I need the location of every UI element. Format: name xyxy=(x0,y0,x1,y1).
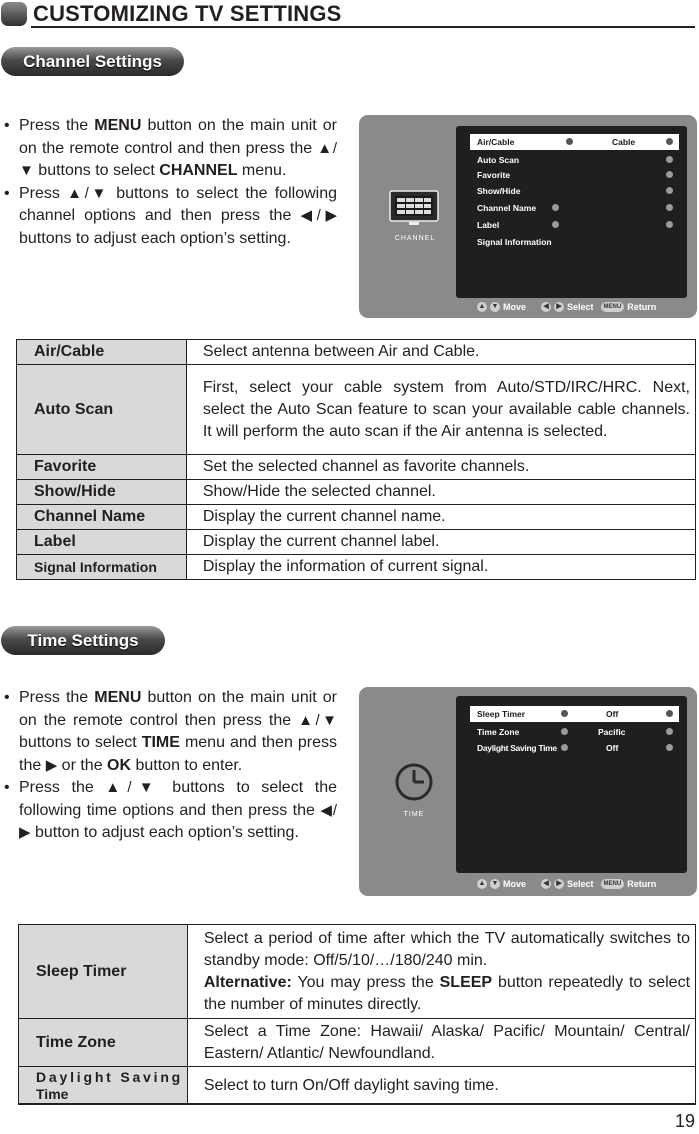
right-arrow-icon: ▶ xyxy=(554,302,564,312)
table-row xyxy=(19,1067,696,1105)
table-value: Set the selected channel as favorite channels. xyxy=(186,455,695,480)
table-key: Favorite xyxy=(17,455,187,480)
left-arrow-icon xyxy=(552,204,559,211)
right-arrow-icon: ▶ xyxy=(554,879,564,889)
right-arrow-icon xyxy=(666,710,673,717)
left-arrow-icon xyxy=(561,728,568,735)
table-key: Time Zone xyxy=(19,1019,188,1067)
menu-row-favorite: Favorite xyxy=(470,168,679,182)
table-value: Display the current channel name. xyxy=(186,505,695,530)
clock-icon xyxy=(394,762,434,802)
down-arrow-icon: ▼ xyxy=(491,303,499,310)
table-value: First, select your cable system from Auto/STD/IRC/HRC. Next, select the Auto Scan feature to scan your available cable channels. It will perform the auto scan if the Air antenna is selected. xyxy=(186,365,695,455)
page-number: 19 xyxy=(674,1111,695,1131)
menu-row-sleep-timer: Sleep Timer Off xyxy=(470,706,679,722)
menu-row-label: Label xyxy=(470,218,679,232)
table-value: Display the information of current signal. xyxy=(186,555,695,580)
footer-rule xyxy=(18,1103,695,1105)
channel-instruction-1: • Press the MENU button on the main unit or on the remote control and then press the ▲/▼ buttons to select CHANNEL menu. xyxy=(4,117,338,179)
table-key: Air/Cable xyxy=(17,340,187,365)
table-row xyxy=(17,365,696,455)
up-arrow-icon: ▲ xyxy=(478,880,486,887)
table-row xyxy=(17,555,696,580)
time-icon-label: TIME xyxy=(403,811,425,818)
table-value: Select to turn On/Off daylight saving time. xyxy=(187,1067,695,1105)
up-arrow-icon: ▲ xyxy=(478,303,486,310)
channel-menu-footer: ▲ ▼ Move ◀ ▶ Select MENU Return xyxy=(478,302,657,312)
page-header xyxy=(0,0,699,28)
menu-row-channel-name: Channel Name xyxy=(470,201,679,215)
right-arrow-icon xyxy=(666,221,673,228)
table-key: Signal Information xyxy=(17,555,187,580)
time-instruction-2: • Press the ▲/▼ buttons to select the following time options and then press the ◀/▶ button to adjust each option’s setting. xyxy=(4,779,338,841)
left-arrow-icon xyxy=(566,138,573,145)
right-arrow-icon xyxy=(666,156,673,163)
table-row xyxy=(19,925,696,1019)
menu-row-signal-information: Signal Information xyxy=(477,237,552,247)
channel-instructions xyxy=(2,115,337,250)
tv-icon xyxy=(389,190,439,228)
header-rule xyxy=(31,26,695,28)
time-menu-footer: ▲ ▼ Move ◀ ▶ Select MENU Return xyxy=(478,879,657,889)
time-settings-table xyxy=(18,924,696,1105)
menu-row-air-cable: Air/Cable Cable xyxy=(470,134,679,150)
left-arrow-icon: ◀ xyxy=(541,302,551,312)
right-arrow-icon xyxy=(666,744,673,751)
right-arrow-icon xyxy=(666,204,673,211)
menu-row-auto-scan: Auto Scan xyxy=(470,153,679,167)
table-row xyxy=(17,340,696,365)
menu-key-icon: MENU xyxy=(601,879,625,889)
table-value: Show/Hide the selected channel. xyxy=(186,480,695,505)
right-arrow-icon xyxy=(666,171,673,178)
left-arrow-icon xyxy=(552,221,559,228)
table-row xyxy=(17,480,696,505)
right-arrow-icon xyxy=(666,728,673,735)
menu-row-time-zone: Time Zone Pacific xyxy=(470,725,679,739)
channel-settings-heading: Channel Settings xyxy=(1,47,184,76)
left-arrow-icon xyxy=(561,710,568,717)
table-row xyxy=(19,1019,696,1067)
time-menu-screenshot xyxy=(359,687,697,896)
table-row xyxy=(17,530,696,555)
time-menu-panel xyxy=(456,696,687,873)
table-key: Show/Hide xyxy=(17,480,187,505)
down-arrow-icon: ▼ xyxy=(491,880,499,887)
table-value: Select a Time Zone: Hawaii/ Alaska/ Pacific/ Mountain/ Central/ Eastern/ Atlantic/ Newfoundland. xyxy=(187,1019,695,1067)
time-settings-heading: Time Settings xyxy=(1,626,165,655)
table-key: Sleep Timer xyxy=(19,925,188,1019)
channel-menu-screenshot xyxy=(359,115,697,318)
channel-settings-table xyxy=(16,339,696,580)
channel-icon-label: CHANNEL xyxy=(394,235,436,242)
table-row xyxy=(17,505,696,530)
menu-key-icon: MENU xyxy=(601,302,625,312)
table-row xyxy=(17,455,696,480)
menu-row-show-hide: Show/Hide xyxy=(470,184,679,198)
table-value: Display the current channel label. xyxy=(186,530,695,555)
right-arrow-icon xyxy=(666,187,673,194)
left-arrow-icon: ◀ xyxy=(541,879,551,889)
table-key: Auto Scan xyxy=(17,365,187,455)
left-arrow-icon xyxy=(561,744,568,751)
table-value: Select a period of time after which the TV automatically switches to standby mode: Off/5/10/…/180/240 min. Alternative: You may press the SLEEP button repeatedly to select the number of minutes directly. xyxy=(187,925,695,1019)
table-key: Label xyxy=(17,530,187,555)
header-badge-icon xyxy=(1,2,27,26)
time-instructions xyxy=(2,687,337,845)
table-key: Channel Name xyxy=(17,505,187,530)
channel-menu-panel xyxy=(456,126,687,298)
right-arrow-icon xyxy=(666,138,673,145)
channel-instruction-2: • Press ▲/▼ buttons to select the following channel options and then press the ◀/▶ buttons to adjust each option’s setting. xyxy=(4,184,338,247)
table-key: Daylight Saving Time xyxy=(19,1067,188,1105)
time-instruction-1: • Press the MENU button on the main unit or on the remote control then press the ▲/▼ buttons to select TIME menu and then press the ▶ or the OK button to enter. xyxy=(4,689,338,774)
menu-row-daylight-saving: Daylight Saving Time Off xyxy=(470,741,679,755)
page-title: CUSTOMIZING TV SETTINGS xyxy=(33,1,342,26)
table-value: Select antenna between Air and Cable. xyxy=(186,340,695,365)
